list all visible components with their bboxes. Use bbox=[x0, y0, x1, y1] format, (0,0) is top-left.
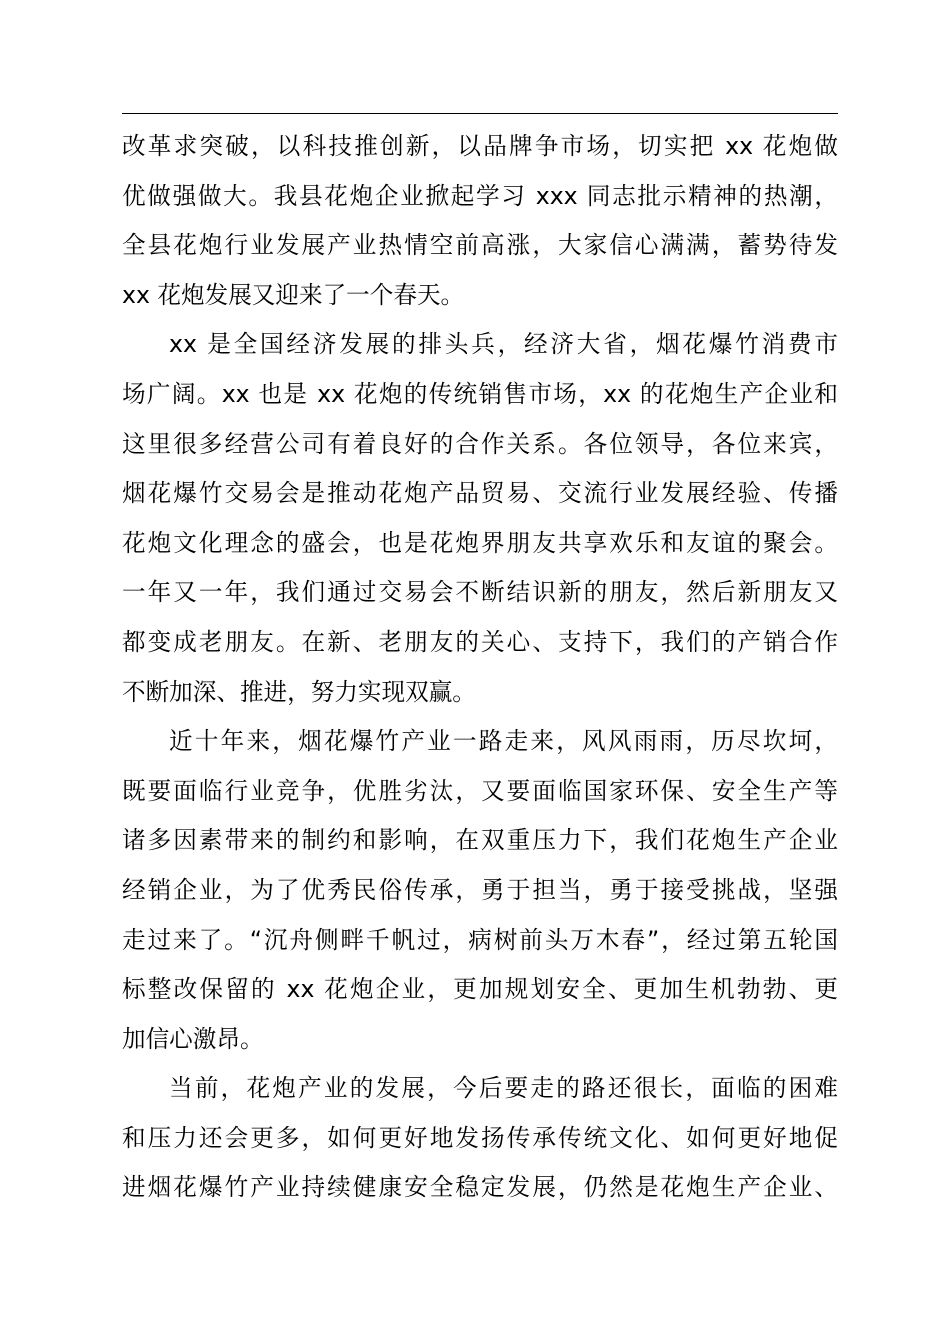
text-line: 烟花爆竹交易会是推动花炮产品贸易、交流行业发展经验、传播 bbox=[122, 479, 838, 508]
paragraph-1 bbox=[122, 122, 838, 320]
text-line: 场广阔。xx 也是 xx 花炮的传统销售市场，xx 的花炮生产企业和 bbox=[122, 379, 838, 408]
text-line: 近十年来，烟花爆竹产业一路走来，风风雨雨，历尽坎坷， bbox=[169, 727, 838, 756]
header-rule bbox=[122, 113, 838, 114]
text-line: 经销企业，为了优秀民俗传承，勇于担当，勇于接受挑战，坚强 bbox=[122, 875, 838, 904]
text-line: 花炮文化理念的盛会，也是花炮界朋友共享欢乐和友谊的聚会。 bbox=[122, 528, 838, 557]
text-line: 一年又一年，我们通过交易会不断结识新的朋友，然后新朋友又 bbox=[122, 578, 838, 607]
text-line: xx 是全国经济发展的排头兵，经济大省，烟花爆竹消费市 bbox=[169, 330, 838, 359]
text-line: 走过来了。“沉舟侧畔千帆过，病树前头万木春”，经过第五轮国 bbox=[122, 925, 838, 954]
text-line: 加信心激昂。 bbox=[122, 1024, 264, 1053]
document-body bbox=[122, 122, 838, 1213]
text-line: xx 花炮发展又迎来了一个春天。 bbox=[122, 280, 465, 309]
text-line: 标整改保留的 xx 花炮企业，更加规划安全、更加生机勃勃、更 bbox=[122, 975, 838, 1004]
paragraph-2 bbox=[122, 320, 838, 717]
text-line: 这里很多经营公司有着良好的合作关系。各位领导，各位来宾， bbox=[122, 429, 838, 458]
text-line: 都变成老朋友。在新、老朋友的关心、支持下，我们的产销合作 bbox=[122, 627, 838, 656]
paragraph-4 bbox=[122, 1064, 838, 1213]
text-line: 优做强做大。我县花炮企业掀起学习 xxx 同志批示精神的热潮， bbox=[122, 181, 838, 210]
text-line: 不断加深、推进，努力实现双赢。 bbox=[122, 677, 476, 706]
text-line: 既要面临行业竞争，优胜劣汰，又要面临国家环保、安全生产等 bbox=[122, 776, 838, 805]
text-line: 当前，花炮产业的发展，今后要走的路还很长，面临的困难 bbox=[169, 1074, 838, 1103]
text-line: 诸多因素带来的制约和影响，在双重压力下，我们花炮生产企业 bbox=[122, 826, 838, 855]
paragraph-3 bbox=[122, 717, 838, 1064]
text-line: 进烟花爆竹产业持续健康安全稳定发展，仍然是花炮生产企业、 bbox=[122, 1173, 838, 1202]
text-line: 改革求突破，以科技推创新，以品牌争市场，切实把 xx 花炮做 bbox=[122, 132, 838, 160]
text-line: 全县花炮行业发展产业热情空前高涨，大家信心满满，蓄势待发 bbox=[122, 231, 838, 260]
text-line: 和压力还会更多，如何更好地发扬传承传统文化、如何更好地促 bbox=[122, 1123, 838, 1152]
